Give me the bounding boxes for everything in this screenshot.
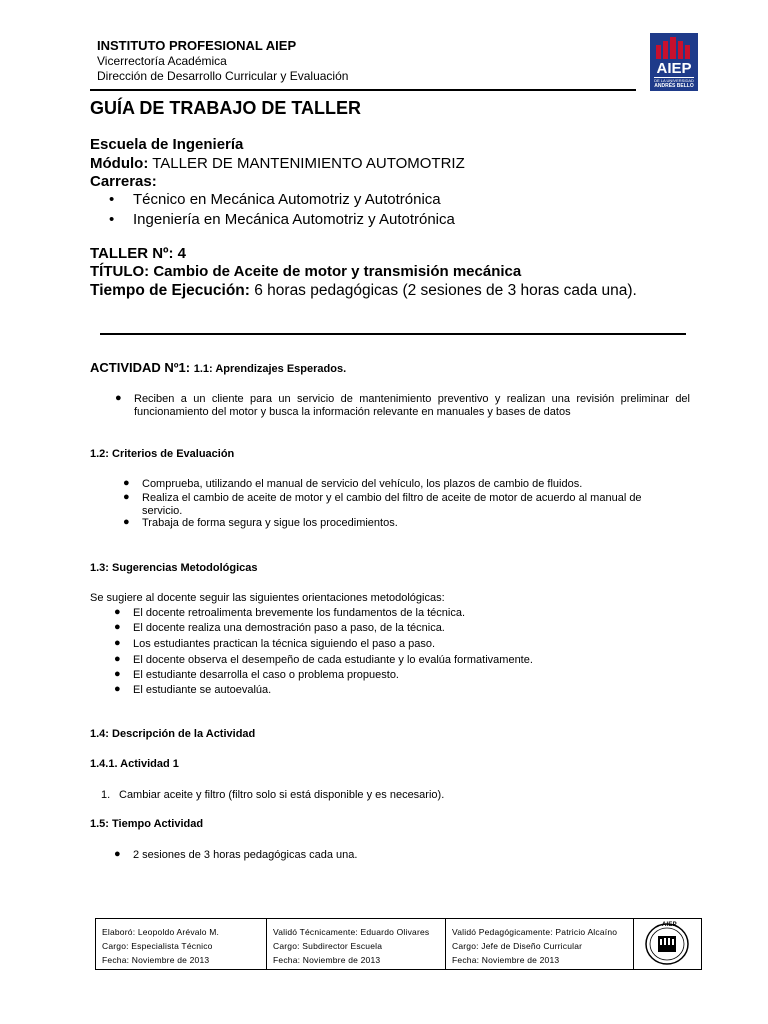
vicerrectoria: Vicerrectoría Académica [97,54,227,68]
sugerencia-text: Los estudiantes practican la técnica siguiendo el paso a paso. [133,638,436,650]
bullet-icon: ● [114,621,121,633]
bullet-icon: ● [115,392,122,404]
modulo-value: TALLER DE MANTENIMIENTO AUTOMOTRIZ [152,155,465,172]
tiempo-actividad-heading: 1.5: Tiempo Actividad [90,818,204,830]
criterio-item [123,516,398,530]
carrera-item [109,191,441,208]
elaboro-name: Elaboró: Leopoldo Arévalo M. [102,927,220,937]
carreras-label: Carreras: [90,173,157,190]
sugerencia-item [114,683,272,697]
carrera-item [109,211,455,228]
aiep-seal-icon [644,922,690,966]
bullet-icon: ● [114,653,121,665]
aiep-logo [650,33,698,91]
seal-text: AIEP [662,922,677,928]
criterio-text: Trabaja de forma segura y sigue los procedimientos. [142,517,398,529]
actividad-sub: 1.1: Aprendizajes Esperados. [193,363,347,375]
sugerencia-item [114,606,466,620]
elaboro-cell [96,919,267,969]
titulo-value: Cambio de Aceite de motor y transmisión mecánica [153,263,522,280]
tiempo-label: Tiempo de Ejecución: [90,282,250,299]
bullet-icon: ● [114,637,121,649]
sugerencia-item [114,668,399,682]
valido-pedagogico-name: Validó Pedagógicamente: Patricio Alcaíno [452,927,618,937]
tiempo-actividad-text: 2 sesiones de 3 horas pedagógicas cada una. [133,849,358,861]
sugerencia-text: El docente retroalimenta brevemente los fundamentos de la técnica. [133,607,466,619]
approval-table [95,918,702,970]
actividad1-heading: 1.4.1. Actividad 1 [90,758,179,770]
aprendizaje-item [115,392,690,418]
elaboro-cargo: Cargo: Especialista Técnico [102,941,213,951]
descripcion-number: 1. [101,789,111,801]
sugerencia-item [114,653,533,667]
bullet-icon: ● [123,491,130,503]
valido-tecnico-cell [267,919,446,969]
criterio-item [123,491,682,517]
tiempo-actividad-item [114,848,358,862]
sugerencias-intro: Se sugiere al docente seguir las siguientes orientaciones metodológicas: [90,592,445,604]
valido-tecnico-name: Validó Técnicamente: Eduardo Olivares [273,927,430,937]
tiempo-ejecucion [90,281,688,300]
criterio-text: Comprueba, utilizando el manual de servicio del vehículo, los plazos de cambio de fluidos. [142,478,583,490]
valido-pedagogico-cargo: Cargo: Jefe de Diseño Curricular [452,941,583,951]
section-rule [100,333,686,335]
modulo-line [90,155,465,172]
logo-text: AIEP [656,60,692,77]
descripcion-item: Cambiar aceite y filtro (filtro solo si está disponible y es necesario). [119,789,445,801]
valido-tecnico-fecha: Fecha: Noviembre de 2013 [273,955,381,965]
criterio-text: Realiza el cambio de aceite de motor y el cambio del filtro de aceite de motor de acuerdo al manual de servicio. [142,492,642,517]
valido-pedagogico-fecha: Fecha: Noviembre de 2013 [452,955,560,965]
bullet-icon: ● [114,668,121,680]
logo-subtext2: ANDRÉS BELLO [654,83,694,89]
bullet-icon: • [109,191,115,208]
bullet-icon: ● [114,683,121,695]
elaboro-fecha: Fecha: Noviembre de 2013 [102,955,210,965]
bullet-icon: • [109,211,115,228]
modulo-label: Módulo: [90,155,149,172]
bullet-icon: ● [123,516,130,528]
sugerencias-heading: 1.3: Sugerencias Metodológicas [90,562,258,574]
logo-subtext1: DE LA UNIVERSIDAD [654,78,694,83]
carrera-text: Técnico en Mecánica Automotriz y Autotrónica [133,191,441,208]
bullet-icon: ● [123,477,130,489]
titulo-line [90,263,521,280]
actividad-heading [90,360,346,375]
seal-cell [634,919,701,969]
bullet-icon: ● [114,848,121,860]
sugerencia-text: El estudiante se autoevalúa. [133,684,272,696]
criterios-heading: 1.2: Criterios de Evaluación [90,448,235,460]
school-name: Escuela de Ingeniería [90,136,244,153]
sugerencia-text: El docente observa el desempeño de cada estudiante y lo evalúa formativamente. [133,654,533,666]
sugerencia-text: El docente realiza una demostración paso a paso, de la técnica. [133,622,445,634]
valido-tecnico-cargo: Cargo: Subdirector Escuela [273,941,383,951]
header-rule [90,89,636,91]
sugerencia-item [114,637,436,651]
valido-pedagogico-cell [446,919,634,969]
criterio-item [123,477,583,491]
descripcion-heading: 1.4: Descripción de la Actividad [90,728,256,740]
titulo-label: TÍTULO: [90,263,150,280]
carrera-text: Ingeniería en Mecánica Automotriz y Autotrónica [133,211,455,228]
bullet-icon: ● [114,606,121,618]
actividad-label: ACTIVIDAD Nº1: [90,360,191,375]
taller-number: TALLER Nº: 4 [90,245,187,262]
institution-name: INSTITUTO PROFESIONAL AIEP [97,38,297,53]
document-title: GUÍA DE TRABAJO DE TALLER [90,98,362,118]
sugerencia-item [114,621,445,635]
tiempo-value: 6 horas pedagógicas (2 sesiones de 3 horas cada una). [254,282,637,299]
aprendizaje-text: Reciben a un cliente para un servicio de mantenimiento preventivo y realizan una revisión preliminar del funcionamiento del motor y busca la información relevante en manuales y bases de datos [134,393,690,418]
sugerencia-text: El estudiante desarrolla el caso o problema propuesto. [133,669,399,681]
direccion: Dirección de Desarrollo Curricular y Evaluación [97,69,349,83]
